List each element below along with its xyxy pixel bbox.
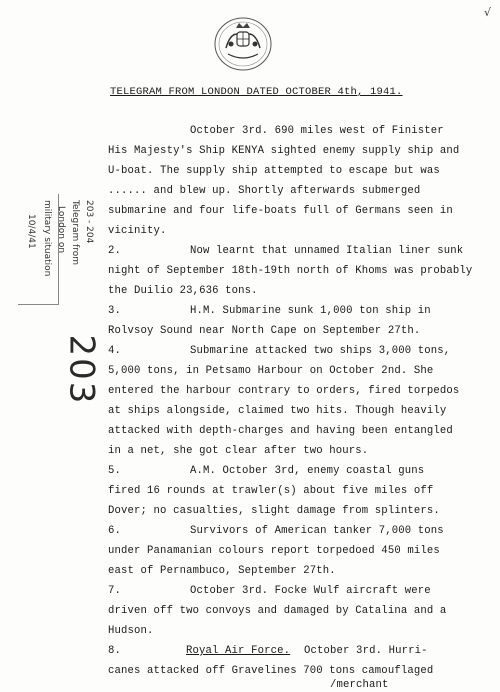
- text-line: night of September 18th-19th north of Khoms was probably: [108, 265, 473, 277]
- margin-note-line: London on: [56, 206, 66, 254]
- catchword: /merchant: [330, 679, 389, 691]
- paragraph-number: 6.: [108, 525, 122, 537]
- text-line: submarine and four life-boats full of Germans seen in: [108, 205, 453, 217]
- text-line: the Duilio 23,636 tons.: [108, 285, 258, 297]
- text-line: Submarine attacked two ships 3,000 tons,: [190, 345, 451, 357]
- text-line: Survivors of American tanker 7,000 tons: [190, 525, 444, 537]
- telegram-title: TELEGRAM FROM LONDON DATED OCTOBER 4th, 1941.: [110, 86, 403, 98]
- margin-note-line: military situation: [42, 200, 52, 277]
- paragraph-number: 4.: [108, 345, 122, 357]
- text-line: H.M. Submarine sunk 1,000 ton ship in: [190, 305, 431, 317]
- text-line: east of Pernambuco, September 27th.: [108, 565, 336, 577]
- text-line: fired 16 rounds at trawler(s) about five miles off: [108, 485, 434, 497]
- text-line: Dover; no casualties, slight damage from splinters.: [108, 505, 440, 517]
- text-line: vicinity.: [108, 225, 167, 237]
- margin-note-line: 10/4/41: [26, 214, 36, 249]
- section-heading-raf: Royal Air Force.: [186, 645, 291, 657]
- text-line: October 3rd. Hurri-: [304, 645, 428, 657]
- margin-note-line: Telegram from: [70, 200, 80, 266]
- text-line: Rolvsoy Sound near North Cape on September 27th.: [108, 325, 421, 337]
- text-line: A.M. October 3rd, enemy coastal guns: [190, 465, 425, 477]
- paragraph-number: 3.: [108, 305, 122, 317]
- text-line: His Majesty's Ship KENYA sighted enemy supply ship and: [108, 145, 460, 157]
- text-line: 5,000 tons, in Petsamo Harbour on October 2nd. She: [108, 365, 434, 377]
- text-line: driven off two convoys and damaged by Catalina and a: [108, 605, 447, 617]
- text-line: at ships alongside, claimed two hits. Though heavily: [108, 405, 447, 417]
- text-line: October 3rd. Focke Wulf aircraft were: [190, 585, 431, 597]
- text-line: under Panamanian colours report torpedoed 450 miles: [108, 545, 440, 557]
- text-line: canes attacked off Gravelines 700 tons camouflaged: [108, 665, 434, 677]
- text-line: ...... and blew up. Shortly afterwards submerged: [108, 185, 421, 197]
- text-line: October 3rd. 690 miles west of Finister: [190, 125, 444, 137]
- text-line: attacked with depth-charges and having been entangled: [108, 425, 453, 437]
- check-mark: √: [484, 6, 492, 19]
- archive-page-number: 203: [61, 334, 102, 406]
- handwritten-margin-note: [14, 200, 96, 340]
- paragraph-number: 7.: [108, 585, 122, 597]
- margin-note-line: 203 - 204: [84, 200, 94, 244]
- royal-crest-icon: [212, 14, 274, 72]
- text-line: Now learnt that unnamed Italian liner sunk: [190, 245, 464, 257]
- text-line: in a net, she got clear after two hours.: [108, 445, 369, 457]
- paragraph-number: 5.: [108, 465, 122, 477]
- text-line: U-boat. The supply ship attempted to escape but was: [108, 165, 440, 177]
- text-line: entered the harbour contrary to orders, fired torpedos: [108, 385, 460, 397]
- text-line: Hudson.: [108, 625, 154, 637]
- paragraph-number: 8.: [108, 645, 122, 657]
- paragraph-number: 2.: [108, 245, 122, 257]
